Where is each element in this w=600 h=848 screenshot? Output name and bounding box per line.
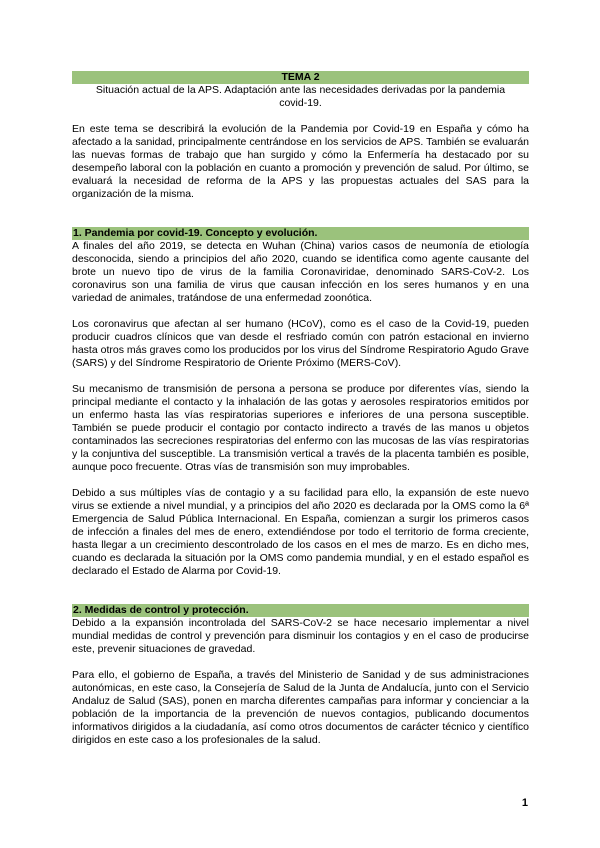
section-1-paragraph: Su mecanismo de transmisión de persona a persona se produce por diferentes vías, siendo la principal mediante el contacto y la inhalación de las gotas y aerosoles respiratorios emitidos por un enfermo hasta las vías respiratorias superiores e inferiores de una persona susceptible. También se puede producir el contagio por contacto indirecto a través de las manos u objetos contaminados las secreciones respiratorias del enfermo con las mucosas de las vías respiratorias y la conjuntiva del susceptible. La transmisión vertical a través de la placenta también es posible, aunque poco frecuente. Otras vías de transmisión son muy improbables. (72, 383, 529, 473)
section-heading-1: 1. Pandemia por covid-19. Concepto y evolución. (72, 227, 529, 240)
intro-paragraph: En este tema se describirá la evolución de la Pandemia por Covid-19 en España y cómo ha afectado a la sanidad, principalmente centrándose en los servicios de APS. También se evaluarán las nuevas formas de trabajo que han surgido y cómo la Enfermería ha destacado por su desempeño laboral con la población en cuanto a promoción y prevención de salud. Por último, se evaluará la necesidad de reforma de la APS y las propuestas actuales del SAS para la organización de la misma. (72, 123, 529, 200)
section-2-paragraph: Para ello, el gobierno de España, a través del Ministerio de Sanidad y de sus administraciones autonómicas, en este caso, la Consejería de Salud de la Junta de Andalucía, junto con el Servicio Andaluz de Salud (SAS), ponen en marcha diferentes campañas para informar y concienciar a la población de la importancia de la prevención de nuevos contagios, publicando documentos informativos dirigidos a la ciudadanía, así como otros documentos de carácter técnico y científico dirigidos en este caso a los profesionales de la salud. (72, 669, 529, 746)
section-1-paragraph: Los coronavirus que afectan al ser humano (HCoV), como es el caso de la Covid-19, pueden producir cuadros clínicos que van desde el resfriado común con patrón estacional en invierno hasta otros más graves como los producidos por los virus del Síndrome Respiratorio Agudo Grave (SARS) y del Síndrome Respiratorio de Oriente Próximo (MERS-CoV). (72, 318, 529, 369)
topic-subtitle: Situación actual de la APS. Adaptación ante las necesidades derivadas por la pandemia covid-19. (95, 84, 506, 109)
page-number: 1 (521, 797, 528, 809)
section-1-paragraph: A finales del año 2019, se detecta en Wuhan (China) varios casos de neumonía de etiología desconocida, siendo a principios del año 2020, cuando se identifica como agente causante del brote un nuevo tipo de virus de la familia Coronaviridae, denominado SARS-CoV-2. Los coronavirus son una familia de virus que causan infección en los seres humanos y en una variedad de animales, tratándose de una enfermedad zoonótica. (72, 240, 529, 304)
section-1-paragraph: Debido a sus múltiples vías de contagio y a su facilidad para ello, la expansión de este nuevo virus se extiende a nivel mundial, y a principios del año 2020 es declarada por la OMS como la 6ª Emergencia de Salud Pública Internacional. En España, comienzan a surgir los primeros casos de infección a finales del mes de enero, extendiéndose por todo el territorio de forma creciente, hasta llegar a un crecimiento descontrolado de los casos en el mes de marzo. Es en dicho mes, cuando es declarada la situación por la OMS como pandemia mundial, y en el estado español es declarado el Estado de Alarma por Covid-19. (72, 487, 529, 577)
section-2-paragraph: Debido a la expansión incontrolada del SARS-CoV-2 se hace necesario implementar a nivel mundial medidas de control y prevención para disminuir los contagios y en el caso de producirse este, prevenir situaciones de gravedad. (72, 617, 529, 655)
document-page (72, 71, 529, 747)
topic-title: TEMA 2 (72, 71, 529, 84)
section-heading-2: 2. Medidas de control y protección. (72, 604, 529, 617)
